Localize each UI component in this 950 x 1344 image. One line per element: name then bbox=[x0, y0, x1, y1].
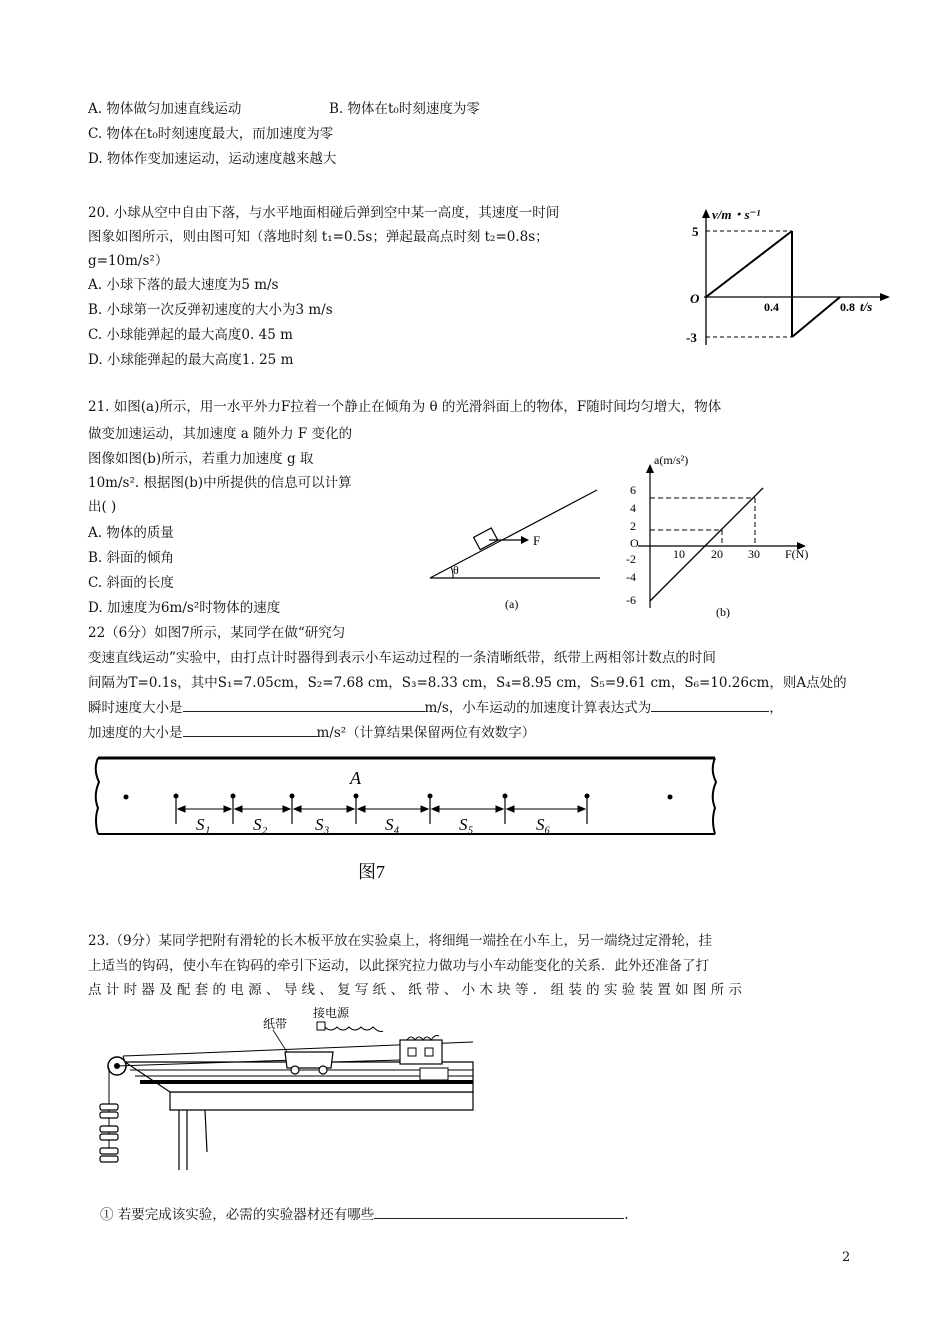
q21-fig-b-xlabel: F(N) bbox=[785, 547, 809, 561]
q23-sub1-text: ① 若要完成该实验，必需的实验器材还有哪些 bbox=[100, 1207, 375, 1223]
q21-fig-a-force-label: F bbox=[533, 533, 541, 548]
q22-tape-s1: S₁ bbox=[196, 815, 211, 834]
q21-fig-b-caption: (b) bbox=[716, 605, 730, 619]
q22-blank-expression[interactable] bbox=[651, 699, 769, 712]
q20-graph-tick-08: 0.8 bbox=[840, 300, 855, 314]
q20-option-c: C. 小球能弹起的最大高度0. 45 m bbox=[88, 327, 293, 343]
q20-option-d: D. 小球能弹起的最大高度1. 25 m bbox=[88, 352, 294, 368]
q20-graph-tick-neg3: -3 bbox=[686, 330, 697, 345]
q21-option-d: D. 加速度为6m/s²时物体的速度 bbox=[88, 600, 281, 616]
q21-stem-line2: 做变加速运动，其加速度 a 随外力 F 变化的 bbox=[88, 426, 353, 442]
q21-option-a: A. 物体的质量 bbox=[88, 525, 174, 541]
q22-stem-line5 bbox=[88, 724, 535, 742]
q21-stem-line4: 10m/s². 根据图(b)中所提供的信息可以计算 bbox=[88, 475, 352, 491]
q20-graph-tick-04: 0.4 bbox=[764, 300, 779, 314]
q19-option-c: C. 物体在t₀时刻速度最大，而加速度为零 bbox=[88, 126, 334, 142]
q21-fig-b-ytick-neg4: -4 bbox=[626, 570, 636, 584]
q21-stem-line1: 21. 如图(a)所示，用一水平外力F拉着一个静止在倾角为 θ 的光滑斜面上的物体，F随时间均匀增大，物体 bbox=[88, 399, 722, 415]
q21-fig-b-origin: O bbox=[630, 536, 639, 550]
q21-fig-b-ytick-6: 6 bbox=[630, 483, 636, 497]
q21-fig-b-ytick-4: 4 bbox=[630, 501, 636, 515]
q22-stem-line4 bbox=[88, 699, 783, 717]
q20-vt-graph bbox=[680, 205, 900, 355]
q23-blank-equipment[interactable] bbox=[374, 1206, 624, 1219]
q22-figure-caption: 图7 bbox=[358, 862, 385, 882]
q23-sub1-period: . bbox=[624, 1207, 629, 1223]
q22-tape-point-a: A bbox=[350, 768, 361, 788]
q22-tape-s4: S₄ bbox=[385, 815, 400, 834]
q22-tape-s2: S₂ bbox=[253, 815, 268, 834]
q22-blank-acceleration[interactable] bbox=[183, 724, 317, 737]
q20-stem-line3: g=10m/s²） bbox=[88, 253, 169, 269]
q22-blank-velocity[interactable] bbox=[183, 699, 425, 712]
q22-line4-suffix: ， bbox=[769, 700, 783, 716]
q20-option-b: B. 小球第一次反弹初速度的大小为3 m/s bbox=[88, 302, 333, 318]
q23-stem-line1: 23.（9分）某同学把附有滑轮的长木板平放在实验桌上，将细绳一端拴在小车上，另一端绕过定滑轮，挂 bbox=[88, 933, 713, 949]
q21-figure-a-incline bbox=[425, 480, 605, 620]
q22-stem-line1: 22（6分）如图7所示，某同学在做“研究匀 bbox=[88, 625, 346, 641]
q21-fig-b-ytick-neg2: -2 bbox=[626, 552, 636, 566]
q21-fig-b-xtick-30: 30 bbox=[748, 547, 760, 561]
q22-paper-tape-figure bbox=[90, 752, 750, 887]
q21-fig-b-xtick-20: 20 bbox=[711, 547, 723, 561]
q21-fig-b-ytick-2: 2 bbox=[630, 519, 636, 533]
q22-line4-prefix: 瞬时速度大小是 bbox=[88, 700, 183, 716]
q20-graph-ylabel: v/m・s⁻¹ bbox=[712, 207, 761, 222]
q23-stem-line3: 点 计 时 器 及 配 套 的 电 源 、 导 线 、 复 写 纸 、 纸 带 、 小 木 块 等 ． 组 装 的 实 验 装 置 如 图 所 示 bbox=[88, 982, 742, 998]
q20-graph-origin: O bbox=[690, 291, 700, 306]
q23-label-tape: 纸带 bbox=[263, 1017, 288, 1031]
q20-stem-line1: 20. 小球从空中自由下落，与水平地面相碰后弹到空中某一高度，其速度一时间 bbox=[88, 205, 560, 221]
q21-fig-b-ylabel: a(m/s²) bbox=[654, 453, 689, 467]
q21-stem-line5: 出( ) bbox=[88, 499, 117, 515]
q22-stem-line3: 间隔为T=0.1s，其中S₁=7.05cm，S₂=7.68 cm，S₃=8.33 cm，S₄=8.95 cm，S₅=9.61 cm，S₆=10.26cm，则A点处的 bbox=[88, 675, 847, 691]
q21-option-b: B. 斜面的倾角 bbox=[88, 550, 175, 566]
q22-tape-s6: S₆ bbox=[536, 815, 551, 834]
q22-tape-s5: S₅ bbox=[459, 815, 474, 834]
q22-tape-s3: S₃ bbox=[315, 815, 330, 834]
q21-fig-b-ytick-neg6: -6 bbox=[626, 593, 636, 607]
q19-option-d: D. 物体作变加速运动，运动速度越来越大 bbox=[88, 151, 337, 167]
q20-option-a: A. 小球下落的最大速度为5 m/s bbox=[88, 277, 279, 293]
q20-stem-line2: 图象如图所示，则由图可知（落地时刻 t₁=0.5s；弹起最高点时刻 t₂=0.8s； bbox=[88, 229, 549, 245]
q19-option-a: A. 物体做匀加速直线运动 bbox=[88, 101, 242, 117]
q23-sub-question-1 bbox=[100, 1206, 629, 1224]
q21-option-c: C. 斜面的长度 bbox=[88, 575, 174, 591]
q19-option-b: B. 物体在t₀时刻速度为零 bbox=[329, 101, 480, 117]
page-number: 2 bbox=[842, 1250, 851, 1265]
q21-figure-b-graph bbox=[610, 450, 830, 622]
q22-line5-prefix: 加速度的大小是 bbox=[88, 725, 183, 741]
q23-label-power: 接电源 bbox=[313, 1006, 350, 1020]
q22-stem-line2: 变速直线运动”实验中，由打点计时器得到表示小车运动过程的一条清晰纸带，纸带上两相邻计数点的时间 bbox=[88, 650, 716, 666]
q21-fig-b-xtick-10: 10 bbox=[673, 547, 685, 561]
q22-line5-suffix: m/s²（计算结果保留两位有效数字） bbox=[316, 725, 536, 741]
q20-graph-xlabel: t/s bbox=[860, 299, 873, 314]
q23-apparatus-figure bbox=[95, 1000, 495, 1180]
q21-fig-a-caption: (a) bbox=[505, 597, 519, 611]
q22-line4-middle: m/s，小车运动的加速度计算表达式为 bbox=[424, 700, 652, 716]
q23-stem-line2: 上适当的钩码，使小车在钩码的牵引下运动，以此探究拉力做功与小车动能变化的关系．此外还准备了打 bbox=[88, 958, 709, 974]
q20-graph-tick-5: 5 bbox=[692, 224, 699, 239]
q21-stem-line3: 图像如图(b)所示，若重力加速度 g 取 bbox=[88, 451, 314, 467]
q21-fig-a-angle-label: θ bbox=[453, 563, 459, 577]
